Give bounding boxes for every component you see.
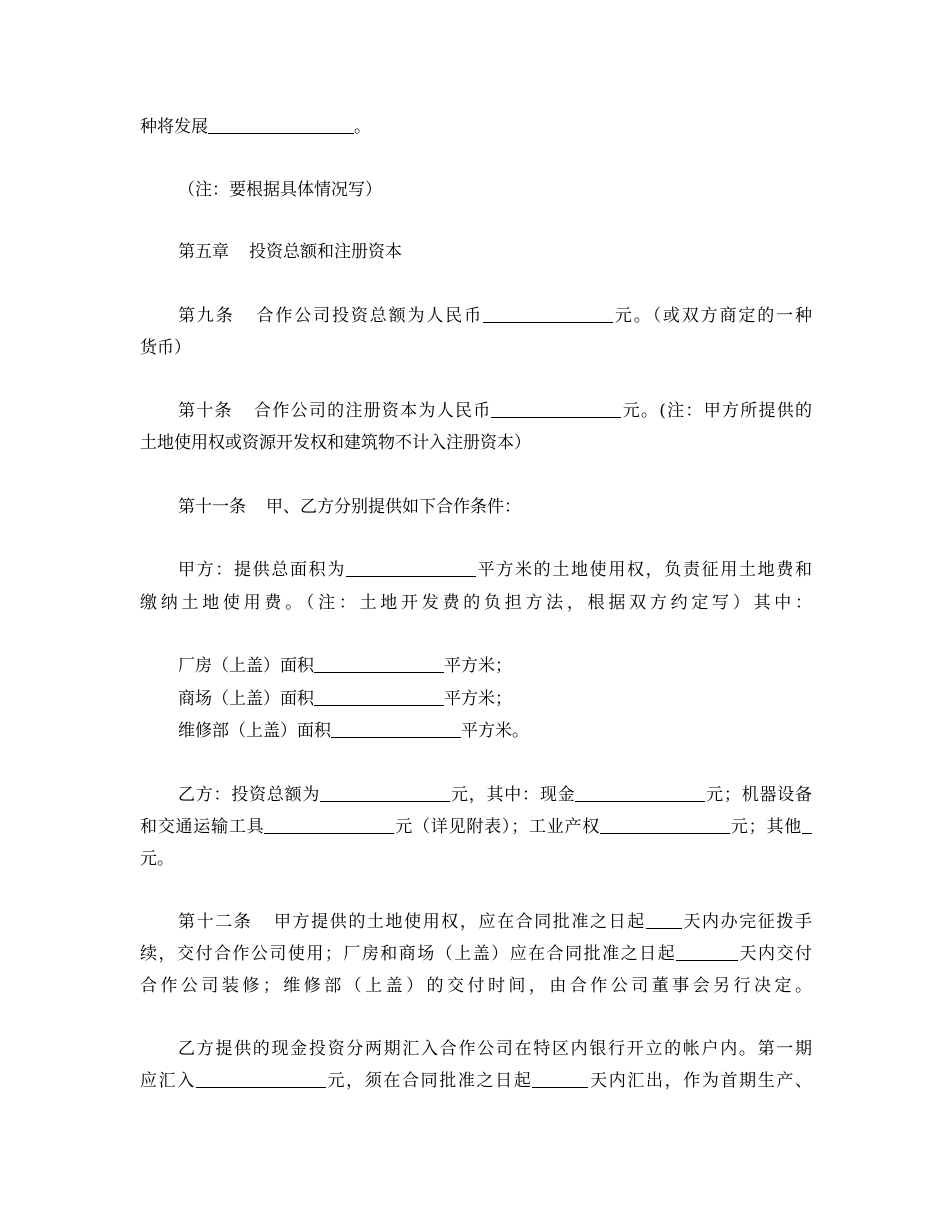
mall-area-line: 商场（上盖）面积 平方米； (178, 689, 512, 709)
blank-field[interactable] (346, 558, 476, 577)
blank-field[interactable] (483, 304, 613, 323)
party-a-cont: 缴纳土地使用费。（注：土地开发费的负担方法，根据双方约定写）其中： (140, 593, 812, 613)
blank-field[interactable] (491, 399, 621, 418)
article-nine-cont: 货币） (140, 338, 191, 358)
blank-field[interactable] (314, 654, 444, 673)
chapter-five-heading: 第五章 投资总额和注册资本 (178, 242, 402, 262)
party-a-line: 甲方：提供总面积为 平方米的土地使用权，负责征用土地费和 (178, 560, 812, 580)
blank-field[interactable] (802, 815, 812, 834)
blank-field[interactable] (575, 783, 705, 802)
article-twelve-cont2: 合作公司装修；维修部（上盖）的交付时间，由合作公司董事会另行决定。 (140, 976, 812, 996)
article-nine: 第九条 合作公司投资总额为人民币 元。（或双方商定的一种 (178, 306, 813, 326)
repair-area-line: 维修部（上盖）面积 平方米。 (178, 721, 529, 741)
party-b-line: 乙方：投资总额为 元，其中：现金 元；机器设备 (178, 785, 813, 805)
blank-field[interactable] (320, 783, 450, 802)
blank-field[interactable] (600, 815, 730, 834)
blank-field[interactable] (532, 1069, 588, 1088)
article-ten: 第十条 合作公司的注册资本为人民币 元。(注：甲方所提供的 (178, 401, 813, 421)
blank-field[interactable] (331, 719, 461, 738)
blank-field[interactable] (196, 1069, 326, 1088)
party-b-cont: 和交通运输工具 元（详见附表）；工业产权 元；其他 (140, 812, 812, 842)
note-line: （注：要根据具体情况写） (178, 180, 382, 200)
cash-investment-line: 乙方提供的现金投资分两期汇入合作公司在特区内银行开立的帐户内。第一期 (178, 1039, 812, 1059)
blank-field[interactable] (676, 942, 738, 961)
blank-field[interactable] (314, 687, 444, 706)
article-twelve: 第十二条 甲方提供的土地使用权，应在合同批准之日起 天内办完征拨手 (178, 912, 812, 932)
party-b-cont2: 元。 (140, 849, 174, 869)
blank-field[interactable] (208, 115, 354, 134)
blank-field[interactable] (646, 910, 682, 929)
article-twelve-cont: 续，交付合作公司使用；厂房和商场（上盖）应在合同批准之日起 天内交付 (140, 944, 813, 964)
article-eleven: 第十一条 甲、乙方分别提供如下合作条件： (178, 497, 521, 517)
factory-area-line: 厂房（上盖）面积 平方米； (178, 656, 512, 676)
line-development: 种将发展 。 (140, 117, 371, 137)
blank-field[interactable] (264, 815, 394, 834)
cash-investment-cont: 应汇入 元，须在合同批准之日起 天内汇出，作为首期生产、 (140, 1071, 813, 1091)
article-ten-cont: 土地使用权或资源开发权和建筑物不计入注册资本） (140, 433, 531, 453)
